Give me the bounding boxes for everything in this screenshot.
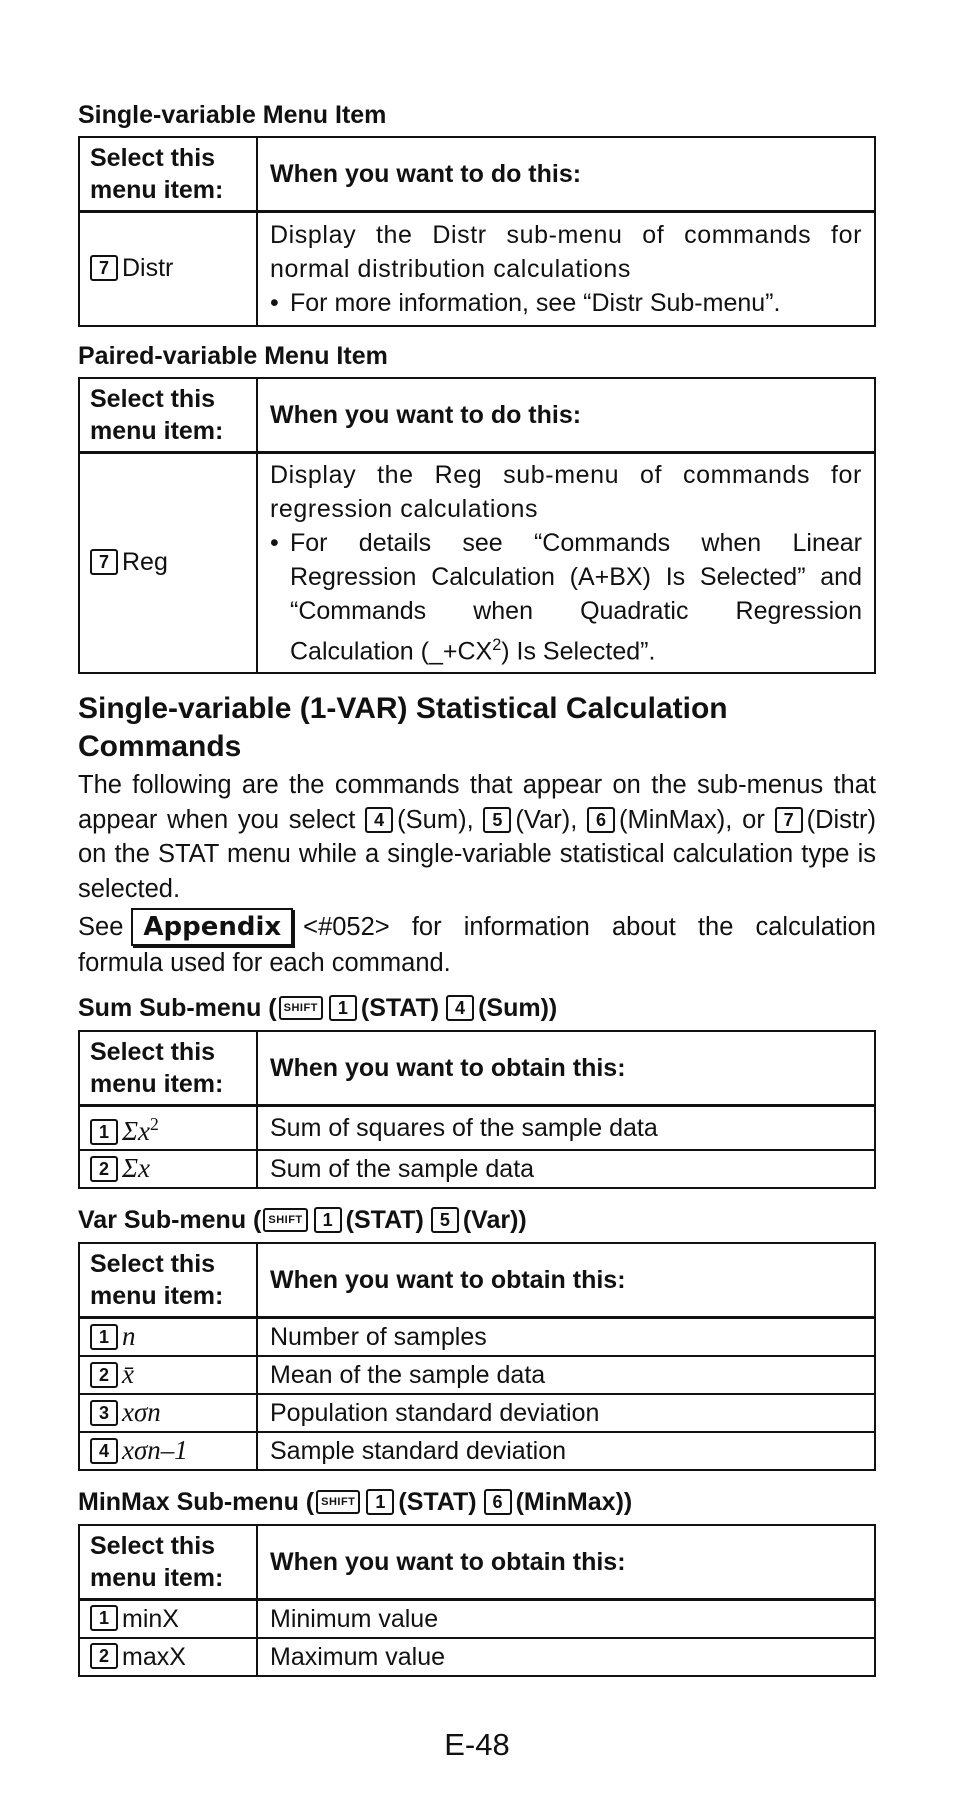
- page-number: E-48: [444, 1727, 510, 1762]
- menu-item-cell: [79, 453, 257, 674]
- paired-menu-heading: Paired-variable Menu Item: [78, 342, 388, 370]
- table-row: [79, 1105, 875, 1150]
- key-7-icon: 7: [90, 549, 118, 575]
- manual-page: [78, 100, 876, 1677]
- shift-key-icon: SHIFT: [316, 1490, 360, 1514]
- appendix-paragraph: See Appendix <#052> for information about the calculation formula used for each command.: [78, 908, 876, 981]
- table-row: [79, 1599, 875, 1638]
- appendix-label: Appendix: [131, 908, 293, 946]
- menu-item-cell: [79, 1150, 257, 1188]
- sample-sd-symbol: xσn–1: [122, 1435, 188, 1466]
- key-7-icon: 7: [775, 807, 803, 833]
- key-1-icon: 1: [329, 995, 357, 1021]
- description-cell: Sum of squares of the sample data: [257, 1105, 875, 1150]
- table-row: [79, 1150, 875, 1188]
- description-cell: Population standard deviation: [257, 1394, 875, 1432]
- key-2-icon: 2: [90, 1643, 118, 1669]
- key-6-icon: 6: [484, 1489, 512, 1515]
- table-row: [79, 1317, 875, 1356]
- menu-item-label: minX: [122, 1604, 179, 1633]
- single-menu-table: [78, 136, 876, 327]
- var-menu-table: [78, 1242, 876, 1471]
- col-select-header: Select this menu item:: [79, 378, 257, 453]
- mean-symbol: x̄: [122, 1359, 134, 1390]
- table-row: [79, 1356, 875, 1394]
- sum-symbol: Σx: [122, 1153, 151, 1184]
- col-select-header: Select this menu item:: [79, 1525, 257, 1600]
- table-row: [79, 1432, 875, 1470]
- description-cell: Maximum value: [257, 1638, 875, 1676]
- sum-menu-table: [78, 1030, 876, 1189]
- key-5-icon: 5: [431, 1207, 459, 1233]
- minmax-menu-table: [78, 1524, 876, 1677]
- description-text: Display the Reg sub-menu of commands for regression calculations: [270, 461, 862, 523]
- col-select-header: Select this menu item:: [79, 1243, 257, 1318]
- col-obtain-header: When you want to obtain this:: [257, 1243, 875, 1318]
- description-cell: Minimum value: [257, 1599, 875, 1638]
- table-header-row: [79, 1525, 875, 1600]
- description-cell: Number of samples: [257, 1317, 875, 1356]
- shift-key-icon: SHIFT: [263, 1208, 307, 1232]
- table-row: [79, 1394, 875, 1432]
- col-obtain-header: When you want to obtain this:: [257, 1525, 875, 1600]
- table-row: [79, 212, 875, 327]
- menu-item-label: Reg: [122, 548, 168, 577]
- shift-key-icon: SHIFT: [279, 996, 323, 1020]
- menu-item-label: maxX: [122, 1642, 186, 1671]
- key-2-icon: 2: [90, 1156, 118, 1182]
- sum-menu-heading: Sum Sub-menu ( SHIFT 1 (STAT) 4 (Sum)): [78, 993, 558, 1022]
- bullet-note: • For more information, see “Distr Sub-menu”.: [270, 289, 781, 317]
- menu-item-cell: [79, 1599, 257, 1638]
- var-menu-heading: Var Sub-menu ( SHIFT 1 (STAT) 5 (Var)): [78, 1205, 527, 1234]
- minmax-menu-heading: MinMax Sub-menu ( SHIFT 1 (STAT) 6 (MinMax)): [78, 1487, 633, 1516]
- col-do-header: When you want to do this:: [257, 378, 875, 453]
- menu-item-cell: [79, 1105, 257, 1150]
- menu-item-cell: [79, 1356, 257, 1394]
- section-title: Single-variable (1-VAR) Statistical Calculation Commands: [78, 692, 728, 764]
- key-1-icon: 1: [90, 1324, 118, 1350]
- key-4-icon: 4: [446, 995, 474, 1021]
- description-cell: Sum of the sample data: [257, 1150, 875, 1188]
- col-select-header: Select this menu item:: [79, 1031, 257, 1106]
- n-symbol: n: [122, 1321, 136, 1352]
- key-1-icon: 1: [314, 1207, 342, 1233]
- key-3-icon: 3: [90, 1400, 118, 1426]
- key-4-icon: 4: [90, 1438, 118, 1464]
- intro-paragraph: The following are the commands that appear on the sub-menus that appear when you select 4 (Sum), 5 (Var), 6 (MinMax), or 7 (Distr) on the STAT menu while a single-variable statistical calculation type is selected.: [78, 771, 876, 903]
- key-7-icon: 7: [90, 255, 118, 281]
- menu-item-cell: [79, 1317, 257, 1356]
- description-cell: Sample standard deviation: [257, 1432, 875, 1470]
- menu-item-cell: [79, 1394, 257, 1432]
- key-1-icon: 1: [366, 1489, 394, 1515]
- col-select-header: Select this menu item:: [79, 137, 257, 212]
- key-1-icon: 1: [90, 1605, 118, 1631]
- menu-item-cell: [79, 212, 257, 327]
- sum-squares-symbol: $\Sigma x^2$: [122, 1113, 159, 1146]
- menu-item-cell: [79, 1638, 257, 1676]
- key-5-icon: 5: [483, 807, 511, 833]
- key-6-icon: 6: [587, 807, 615, 833]
- bullet-note: • For details see “Commands when Linear Regression Calculation (A+BX) Is Selected” and “Commands when Quadratic Regression Calculation $(\_+CX^2)$ Is Selected”.: [270, 529, 862, 666]
- table-header-row: [79, 378, 875, 453]
- description-cell: [257, 212, 875, 327]
- table-header-row: [79, 137, 875, 212]
- table-header-row: [79, 1243, 875, 1318]
- single-menu-heading: Single-variable Menu Item: [78, 101, 387, 129]
- menu-item-label: Distr: [122, 254, 174, 283]
- key-4-icon: 4: [365, 807, 393, 833]
- key-1-icon: 1: [90, 1119, 118, 1145]
- table-header-row: [79, 1031, 875, 1106]
- population-sd-symbol: xσn: [122, 1397, 161, 1428]
- description-cell: Mean of the sample data: [257, 1356, 875, 1394]
- col-do-header: When you want to do this:: [257, 137, 875, 212]
- key-2-icon: 2: [90, 1362, 118, 1388]
- menu-item-cell: [79, 1432, 257, 1470]
- paired-menu-table: [78, 377, 876, 674]
- col-obtain-header: When you want to obtain this:: [257, 1031, 875, 1106]
- table-row: [79, 1638, 875, 1676]
- description-text: Display the Distr sub-menu of commands for normal distribution calculations: [270, 221, 862, 283]
- table-row: [79, 453, 875, 674]
- description-cell: [257, 453, 875, 674]
